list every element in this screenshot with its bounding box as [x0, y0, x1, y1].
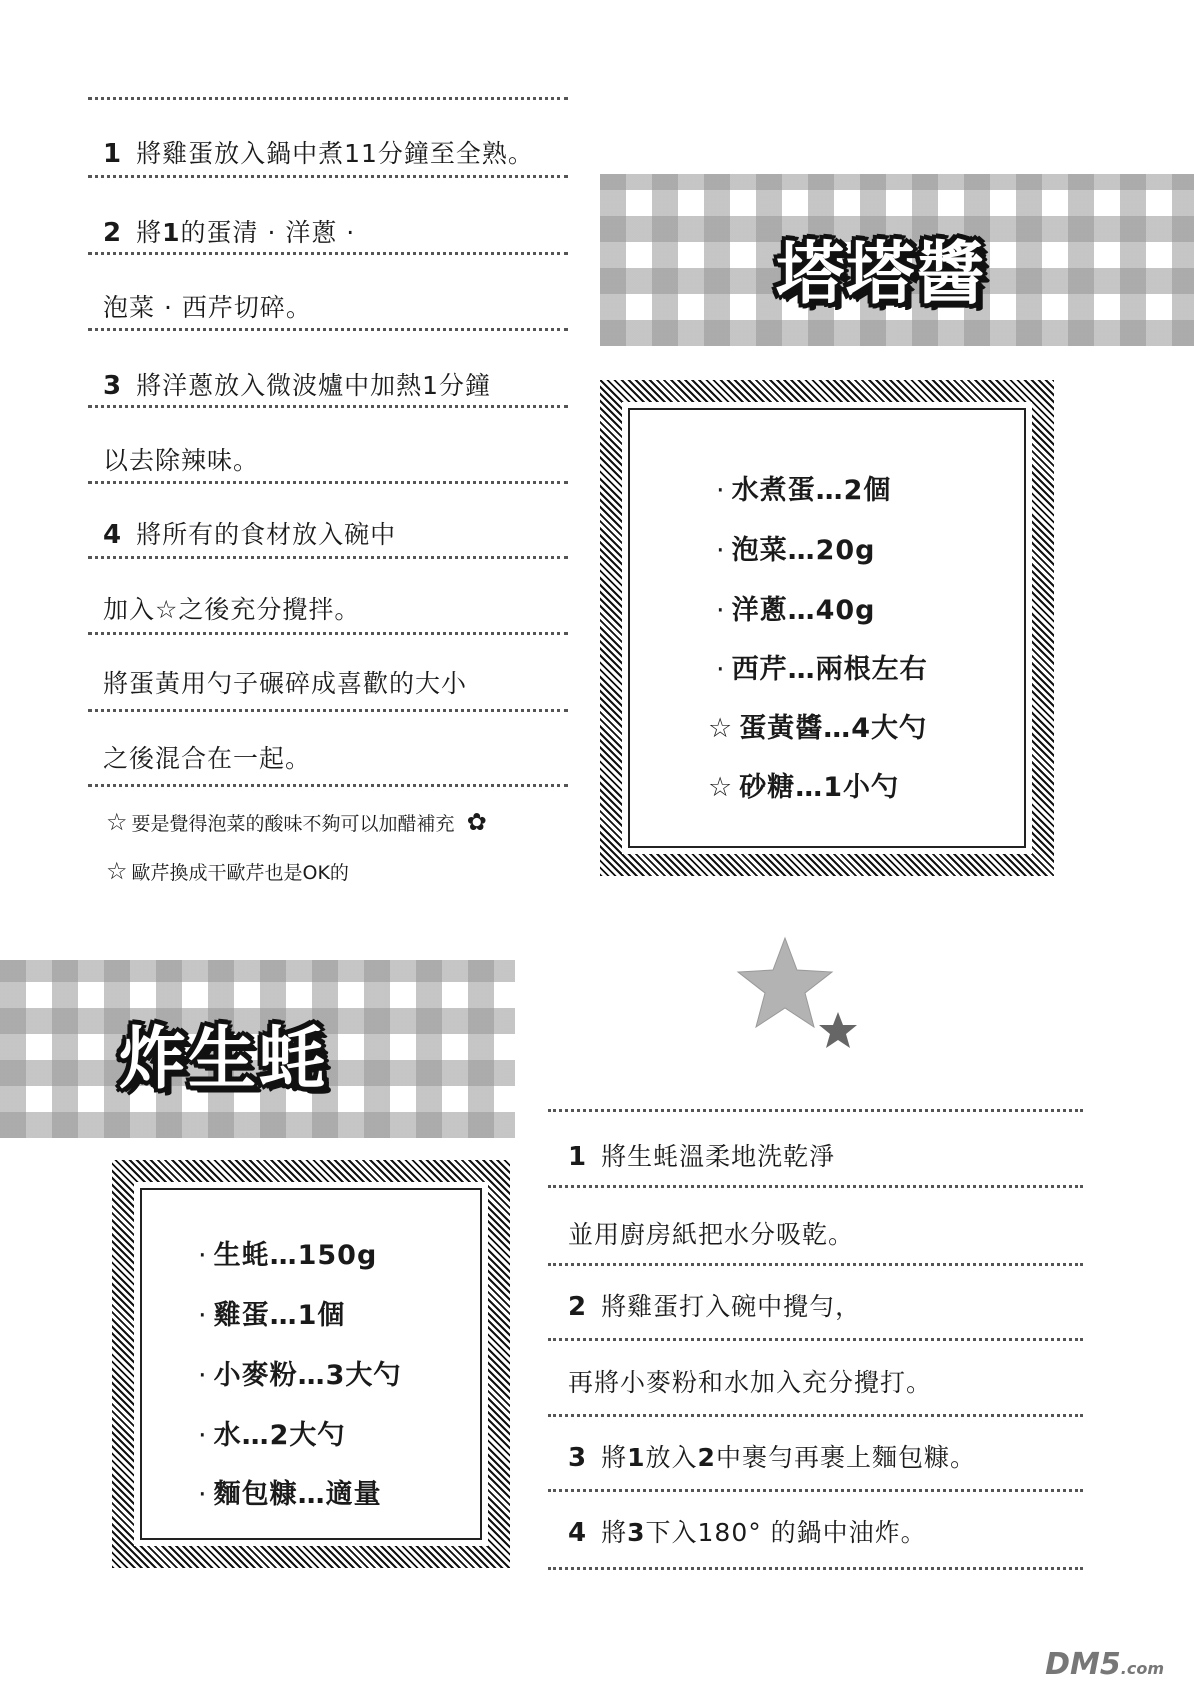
dotted-divider: [88, 709, 568, 712]
oyster-step-1-cont: 並用廚房紙把水分吸乾。: [568, 1220, 855, 1249]
dotted-divider: [88, 481, 568, 484]
flower-icon: ✿: [466, 808, 487, 836]
ingredient-item: · 生蚝…150g: [198, 1240, 378, 1271]
tartar-note-2: ☆ 歐芹換成干歐芹也是OK的: [106, 857, 349, 885]
tartar-step-2: 2 將1的蛋清 · 洋蔥 ·: [103, 218, 356, 248]
tartar-step-1: 1 將雞蛋放入鍋中煮11分鐘至全熟。: [103, 139, 534, 169]
oyster-step-4: 4 將3下入180° 的鍋中油炸。: [568, 1518, 927, 1548]
tartar-note-1: ☆ 要是覺得泡菜的酸味不夠可以加醋補充 ✿: [106, 808, 487, 836]
dotted-divider: [88, 97, 568, 100]
ingredient-item: · 水…2大勺: [198, 1420, 346, 1451]
tartar-step-3-cont: 以去除辣味。: [103, 446, 260, 475]
oyster-step-3: 3 將1放入2中裹勻再裹上麵包糠。: [568, 1443, 976, 1473]
oyster-title: 炸生蚝: [118, 1020, 329, 1099]
oyster-step-1: 1 將生蚝溫柔地洗乾淨: [568, 1142, 836, 1172]
tartar-title: 塔塔醬: [776, 235, 987, 314]
oyster-step-2-cont: 再將小麥粉和水加入充分攪打。: [568, 1368, 933, 1397]
dotted-divider: [88, 328, 568, 331]
ingredient-item: · 雞蛋…1個: [198, 1300, 346, 1331]
dotted-divider: [88, 405, 568, 408]
dotted-divider: [548, 1338, 1083, 1341]
ingredient-item: ☆ 蛋黃醬…4大勺: [708, 713, 928, 744]
dotted-divider: [548, 1263, 1083, 1266]
dotted-divider: [88, 175, 568, 178]
dotted-divider: [88, 632, 568, 635]
tartar-step-4-cont-c: 之後混合在一起。: [103, 744, 312, 773]
oyster-step-2: 2 將雞蛋打入碗中攪勻，: [568, 1292, 862, 1322]
dotted-divider: [548, 1185, 1083, 1188]
dotted-divider: [88, 556, 568, 559]
ingredient-item: · 小麥粉…3大勺: [198, 1360, 402, 1391]
dotted-divider: [548, 1567, 1083, 1570]
tartar-step-4-cont-b: 將蛋黃用勺子碾碎成喜歡的大小: [103, 669, 468, 698]
dotted-divider: [548, 1489, 1083, 1492]
site-watermark: DM5.com: [1045, 1647, 1164, 1682]
dotted-divider: [88, 784, 568, 787]
tartar-step-4-cont-a: 加入☆之後充分攪拌。: [103, 595, 361, 624]
tartar-step-4: 4 將所有的食材放入碗中: [103, 520, 397, 550]
ingredient-item: ☆ 砂糖…1小勺: [708, 772, 900, 803]
ingredient-item: · 西芹…兩根左右: [716, 654, 928, 685]
dotted-divider: [548, 1109, 1083, 1112]
ingredient-item: · 洋蔥…40g: [716, 595, 876, 626]
tartar-step-3: 3 將洋蔥放入微波爐中加熱1分鐘: [103, 371, 492, 401]
dotted-divider: [548, 1414, 1083, 1417]
tartar-step-2-cont: 泡菜 · 西芹切碎。: [103, 293, 312, 322]
dotted-divider: [88, 252, 568, 255]
ingredient-item: · 水煮蛋…2個: [716, 475, 892, 506]
ingredient-item: · 麵包糠…適量: [198, 1479, 382, 1510]
ingredient-item: · 泡菜…20g: [716, 535, 876, 566]
decorative-stars-icon: [730, 930, 870, 1060]
